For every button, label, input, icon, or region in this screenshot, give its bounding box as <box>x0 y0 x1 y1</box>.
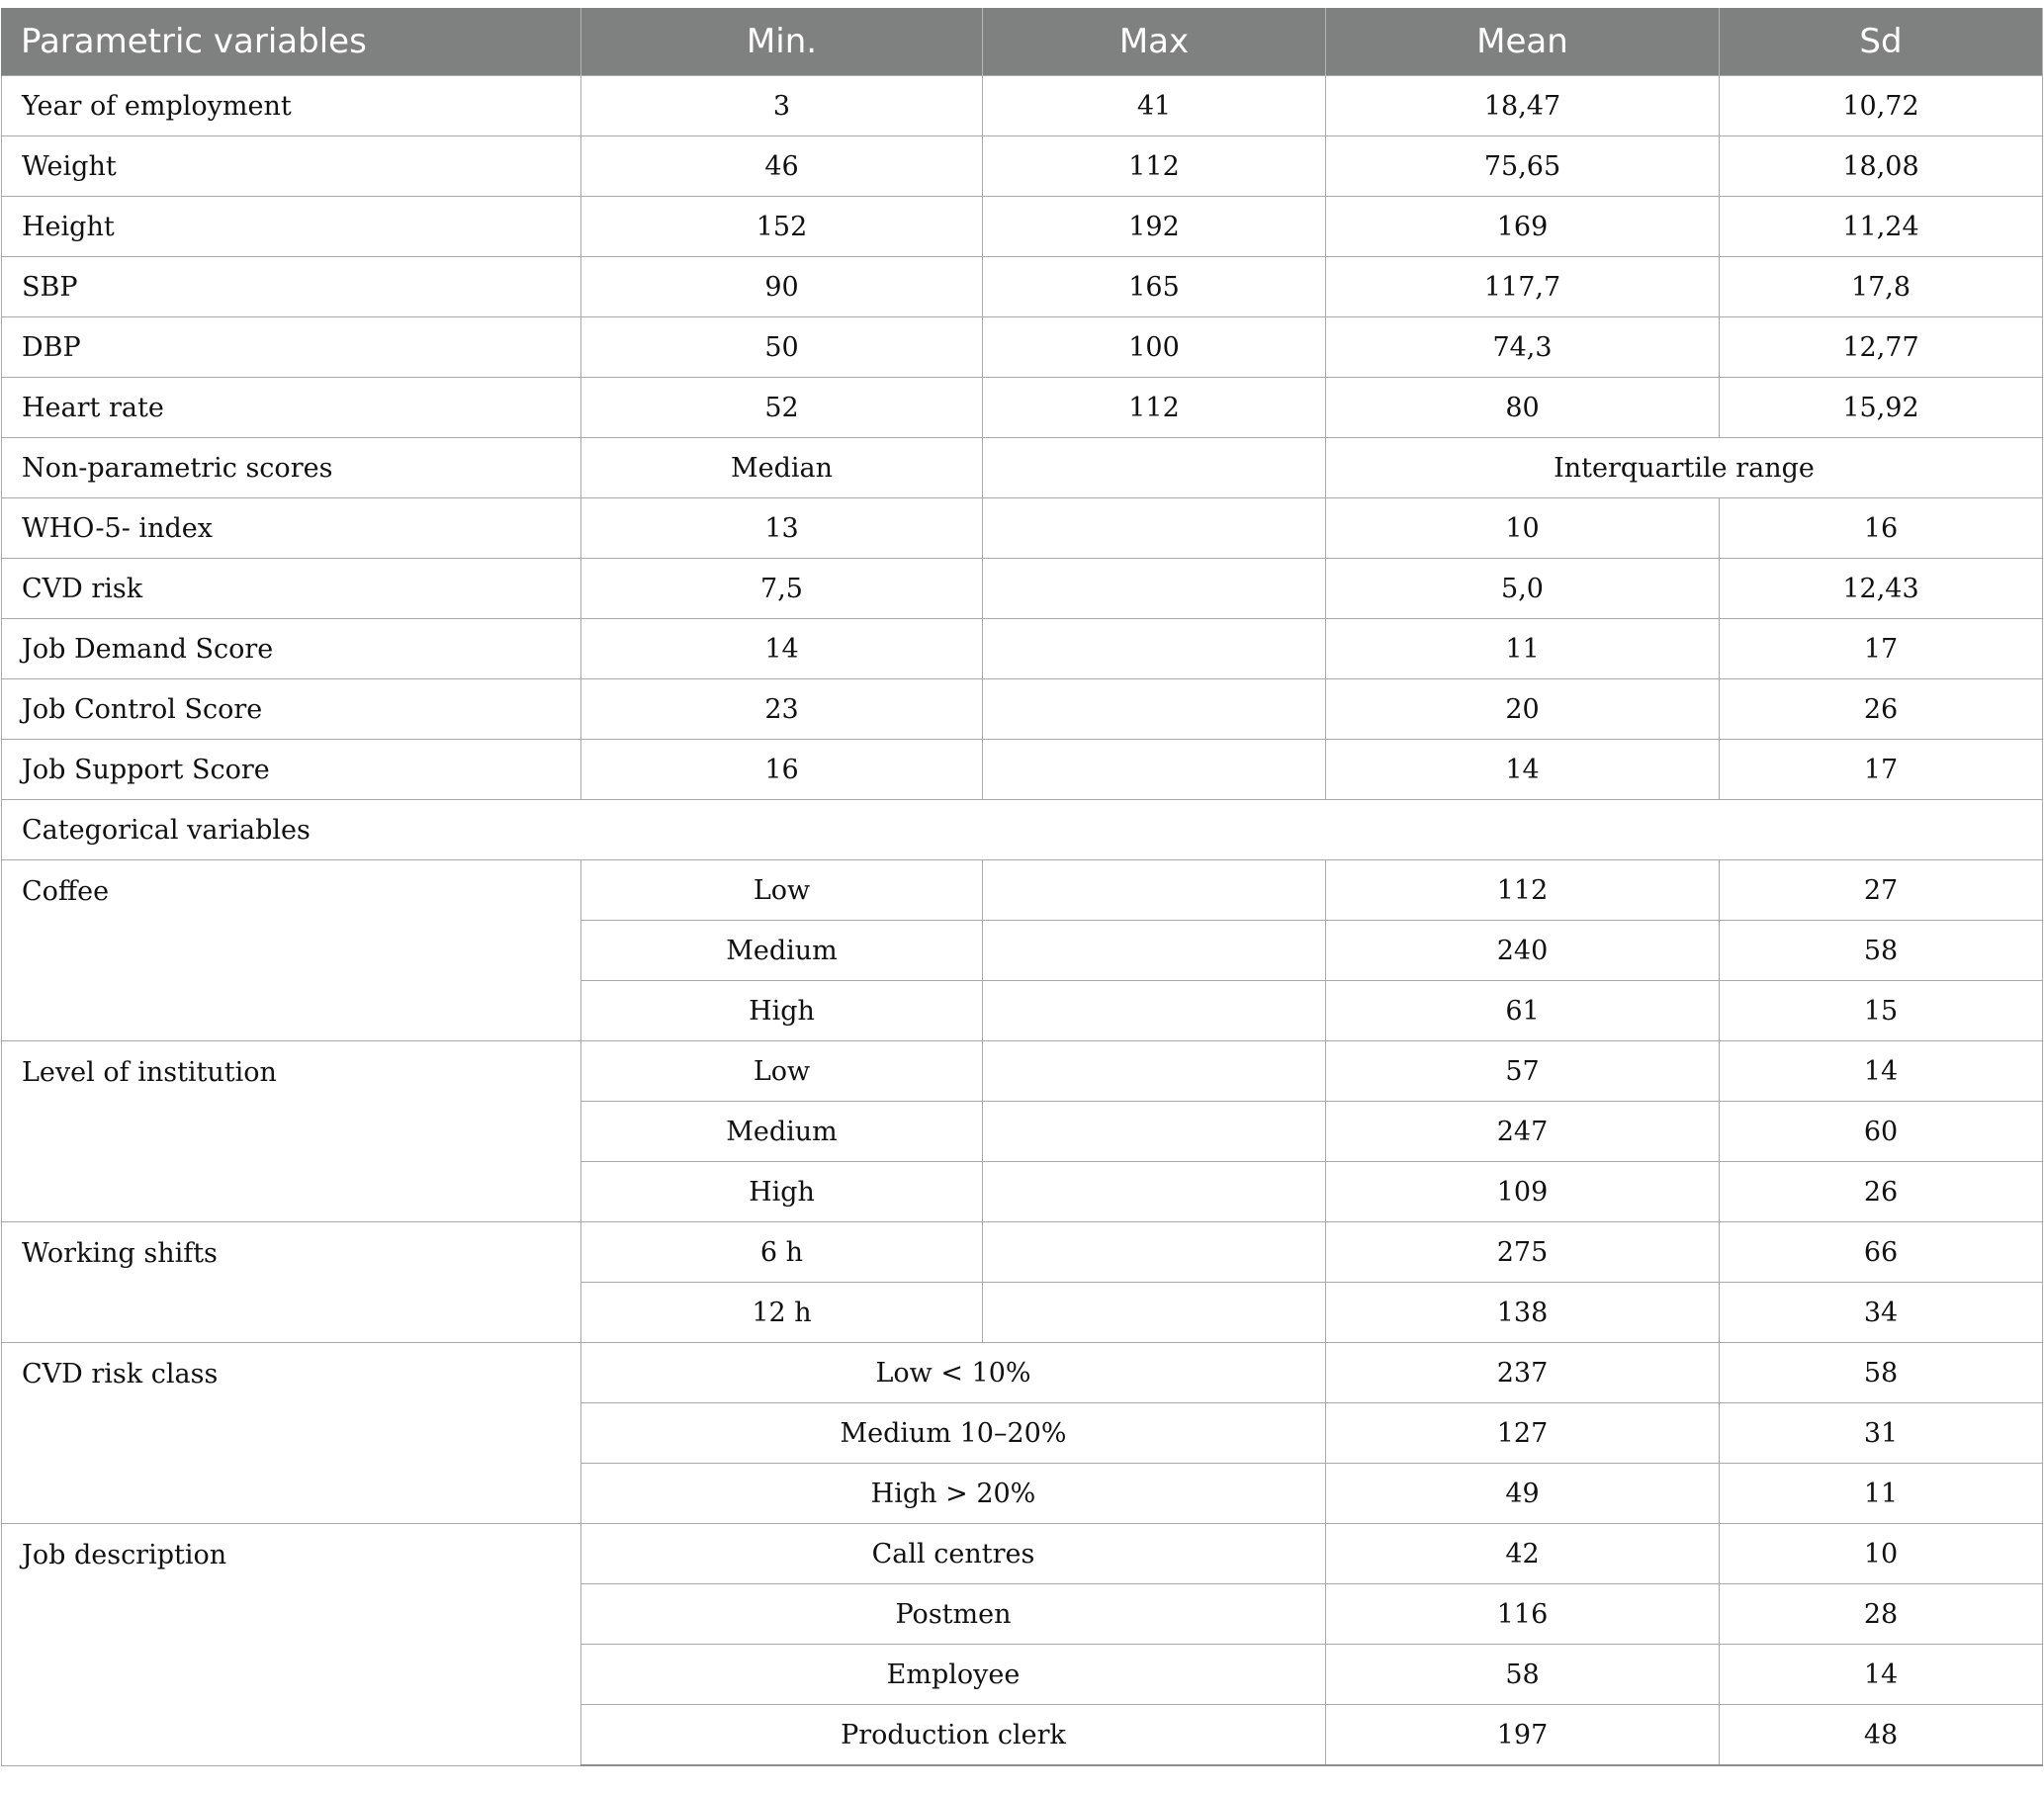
cell-mean: 117,7 <box>1326 257 1720 317</box>
table-row <box>2 136 2043 197</box>
cell-max: 112 <box>983 136 1326 197</box>
cell-q3: 12,43 <box>1720 559 2043 619</box>
cell-q1: 5,0 <box>1326 559 1720 619</box>
empty-cell <box>983 438 1326 498</box>
cell-n: 237 <box>1326 1343 1720 1403</box>
cell-mean: 80 <box>1326 378 1720 438</box>
cell-q3: 16 <box>1720 498 2043 559</box>
cell-percent: 66 <box>1720 1222 2043 1283</box>
table-body <box>2 76 2043 1766</box>
cell-n: 61 <box>1326 981 1720 1041</box>
cell-q1: 14 <box>1326 740 1720 800</box>
cell-level: Low <box>581 1041 983 1102</box>
table-row <box>2 1041 2043 1102</box>
cell-level: Medium <box>581 1102 983 1162</box>
cell-n: 240 <box>1326 921 1720 981</box>
cell-n: 116 <box>1326 1584 1720 1645</box>
table-row <box>2 1222 2043 1283</box>
cell-level: Medium 10–20% <box>581 1403 1326 1464</box>
cell-mean: 74,3 <box>1326 317 1720 378</box>
row-label: CVD risk <box>2 559 581 619</box>
table-row <box>2 1524 2043 1584</box>
row-label: Heart rate <box>2 378 581 438</box>
cell-level: Medium <box>581 921 983 981</box>
header-row <box>2 8 2043 76</box>
cell-n: 57 <box>1326 1041 1720 1102</box>
table-row <box>2 740 2043 800</box>
header-mean: Mean <box>1326 8 1720 76</box>
table-row <box>2 559 2043 619</box>
cell-q1: 11 <box>1326 619 1720 679</box>
cell-min: 3 <box>581 76 983 136</box>
cell-n: 109 <box>1326 1162 1720 1222</box>
cell-q3: 17 <box>1720 619 2043 679</box>
table-header <box>2 8 2043 76</box>
cell-median: 23 <box>581 679 983 740</box>
cell-sd: 17,8 <box>1720 257 2043 317</box>
row-label: Weight <box>2 136 581 197</box>
empty-cell <box>983 679 1326 740</box>
empty-cell <box>983 1222 1326 1283</box>
cell-level: Low <box>581 860 983 921</box>
cell-n: 127 <box>1326 1403 1720 1464</box>
cell-q1: 10 <box>1326 498 1720 559</box>
cell-n: 247 <box>1326 1102 1720 1162</box>
cell-percent: 28 <box>1720 1584 2043 1645</box>
table-row <box>2 317 2043 378</box>
cell-percent: 15 <box>1720 981 2043 1041</box>
nonparametric-heading: Non-parametric scores <box>2 438 581 498</box>
cell-level: 12 h <box>581 1283 983 1343</box>
group-label-coffee: Coffee <box>2 860 581 1041</box>
table-row <box>2 197 2043 257</box>
cell-percent: 26 <box>1720 1162 2043 1222</box>
empty-cell <box>983 921 1326 981</box>
header-variables: Parametric variables <box>2 8 581 76</box>
cell-n: 275 <box>1326 1222 1720 1283</box>
header-sd: Sd <box>1720 8 2043 76</box>
header-min: Min. <box>581 8 983 76</box>
cell-n: 112 <box>1326 860 1720 921</box>
cell-min: 152 <box>581 197 983 257</box>
cell-max: 165 <box>983 257 1326 317</box>
cell-percent: 31 <box>1720 1403 2043 1464</box>
cell-sd: 10,72 <box>1720 76 2043 136</box>
group-label-shifts: Working shifts <box>2 1222 581 1343</box>
empty-cell <box>983 1041 1326 1102</box>
table-row <box>2 76 2043 136</box>
cell-percent: 14 <box>1720 1041 2043 1102</box>
section-header-row <box>2 800 2043 860</box>
empty-cell <box>983 740 1326 800</box>
cell-percent: 34 <box>1720 1283 2043 1343</box>
cell-n: 49 <box>1326 1464 1720 1524</box>
cell-percent: 60 <box>1720 1102 2043 1162</box>
table-row <box>2 1343 2043 1403</box>
row-label: Height <box>2 197 581 257</box>
cell-q1: 20 <box>1326 679 1720 740</box>
table-row <box>2 378 2043 438</box>
cell-percent: 58 <box>1720 921 2043 981</box>
cell-level: 6 h <box>581 1222 983 1283</box>
cell-n: 197 <box>1326 1705 1720 1766</box>
cell-n: 138 <box>1326 1283 1720 1343</box>
cell-n: 42 <box>1326 1524 1720 1584</box>
cell-level: High > 20% <box>581 1464 1326 1524</box>
cell-level: Production clerk <box>581 1705 1326 1766</box>
cell-max: 112 <box>983 378 1326 438</box>
table-row <box>2 498 2043 559</box>
cell-level: Postmen <box>581 1584 1326 1645</box>
cell-mean: 18,47 <box>1326 76 1720 136</box>
row-label: Job Demand Score <box>2 619 581 679</box>
cell-median: 14 <box>581 619 983 679</box>
categorical-heading: Categorical variables <box>2 800 2043 860</box>
cell-percent: 48 <box>1720 1705 2043 1766</box>
cell-level: High <box>581 981 983 1041</box>
cell-level: Low < 10% <box>581 1343 1326 1403</box>
cell-mean: 169 <box>1326 197 1720 257</box>
row-label: Job Control Score <box>2 679 581 740</box>
cell-percent: 58 <box>1720 1343 2043 1403</box>
cell-min: 50 <box>581 317 983 378</box>
cell-min: 52 <box>581 378 983 438</box>
cell-max: 41 <box>983 76 1326 136</box>
table-row <box>2 860 2043 921</box>
cell-max: 192 <box>983 197 1326 257</box>
row-label: DBP <box>2 317 581 378</box>
cell-level: Employee <box>581 1645 1326 1705</box>
cell-sd: 12,77 <box>1720 317 2043 378</box>
cell-max: 100 <box>983 317 1326 378</box>
group-label-job: Job description <box>2 1524 581 1766</box>
empty-cell <box>983 860 1326 921</box>
row-label: Year of employment <box>2 76 581 136</box>
cell-mean: 75,65 <box>1326 136 1720 197</box>
group-label-cvd-class: CVD risk class <box>2 1343 581 1524</box>
cell-median: 7,5 <box>581 559 983 619</box>
cell-min: 90 <box>581 257 983 317</box>
cell-sd: 11,24 <box>1720 197 2043 257</box>
row-label: SBP <box>2 257 581 317</box>
empty-cell <box>983 498 1326 559</box>
cell-min: 46 <box>581 136 983 197</box>
cell-percent: 10 <box>1720 1524 2043 1584</box>
cell-percent: 27 <box>1720 860 2043 921</box>
cell-median: 13 <box>581 498 983 559</box>
table-row <box>2 619 2043 679</box>
row-label: WHO-5- index <box>2 498 581 559</box>
iqr-heading: Interquartile range <box>1326 438 2043 498</box>
empty-cell <box>983 1102 1326 1162</box>
cell-level: Call centres <box>581 1524 1326 1584</box>
empty-cell <box>983 619 1326 679</box>
statistics-table <box>1 8 2043 1766</box>
table-row <box>2 679 2043 740</box>
group-label-institution: Level of institution <box>2 1041 581 1222</box>
cell-median: 16 <box>581 740 983 800</box>
cell-sd: 15,92 <box>1720 378 2043 438</box>
table-row <box>2 257 2043 317</box>
empty-cell <box>983 1283 1326 1343</box>
empty-cell <box>983 1162 1326 1222</box>
cell-level: High <box>581 1162 983 1222</box>
cell-q3: 17 <box>1720 740 2043 800</box>
median-heading: Median <box>581 438 983 498</box>
section-header-row <box>2 438 2043 498</box>
cell-sd: 18,08 <box>1720 136 2043 197</box>
empty-cell <box>983 981 1326 1041</box>
row-label: Job Support Score <box>2 740 581 800</box>
cell-percent: 14 <box>1720 1645 2043 1705</box>
cell-percent: 11 <box>1720 1464 2043 1524</box>
cell-n: 58 <box>1326 1645 1720 1705</box>
cell-q3: 26 <box>1720 679 2043 740</box>
empty-cell <box>983 559 1326 619</box>
header-max: Max <box>983 8 1326 76</box>
